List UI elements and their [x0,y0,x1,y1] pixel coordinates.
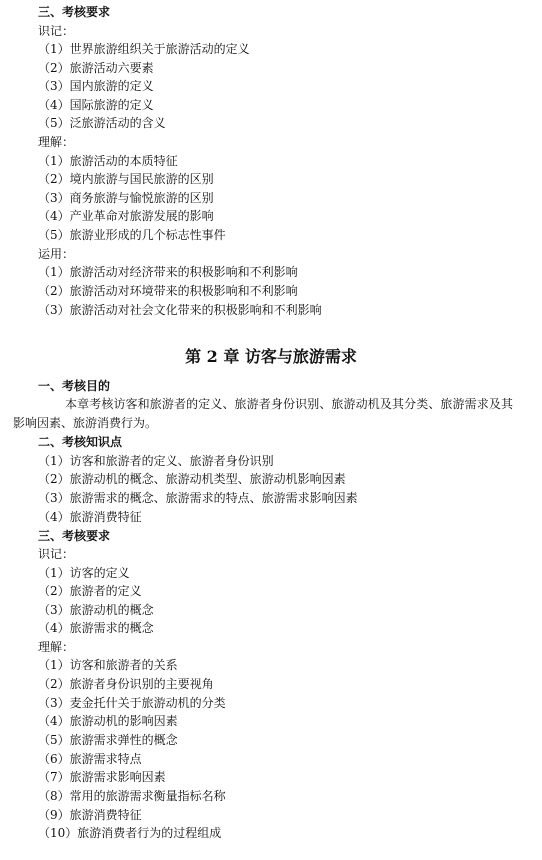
list-item: （1）访客的定义 [38,566,130,580]
label-yunyong: 运用： [38,247,75,261]
list-item: （1）旅游活动的本质特征 [38,154,178,168]
list-item: （3）旅游需求的概念、旅游需求的特点、旅游需求影响因素 [38,491,358,505]
list-item: （4）旅游消费特征 [38,510,142,524]
list-item: （2）境内旅游与国民旅游的区别 [38,172,214,186]
goal-paragraph: 本章考核访客和旅游者的定义、旅游者身份识别、旅游动机及其分类、旅游需求及其影响因素、旅游消费行为。 [13,397,513,430]
list-item: （3）商务旅游与愉悦旅游的区别 [38,191,214,205]
list-item: （3）旅游动机的概念 [38,603,154,617]
list-item: （2）旅游者身份识别的主要视角 [38,677,214,691]
list-item: （3）国内旅游的定义 [38,79,154,93]
list-item: （1）世界旅游组织关于旅游活动的定义 [38,42,250,56]
list-item: （5）泛旅游活动的含义 [38,116,166,130]
list-item: （2）旅游活动六要素 [38,61,154,75]
chapter-title: 第 2 章 访客与旅游需求 [185,347,357,366]
label-lijie: 理解： [38,640,75,654]
list-item: （1）旅游活动对经济带来的积极影响和不利影响 [38,265,298,279]
list-item: （2）旅游动机的概念、旅游动机类型、旅游动机影响因素 [38,472,346,486]
list-item: （4）产业革命对旅游发展的影响 [38,209,214,223]
list-item: （10）旅游消费者行为的过程组成 [38,826,222,840]
section-heading-goal: 一、考核目的 [38,379,111,393]
label-lijie: 理解： [38,135,75,149]
section-heading-knowledge: 二、考核知识点 [38,435,123,449]
list-item: （3）旅游活动对社会文化带来的积极影响和不利影响 [38,303,322,317]
list-item: （2）旅游者的定义 [38,584,142,598]
list-item: （4）国际旅游的定义 [38,98,154,112]
section-heading-requirements: 三、考核要求 [38,529,111,543]
list-item: （5）旅游需求弹性的概念 [38,733,178,747]
list-item: （6）旅游需求特点 [38,752,142,766]
label-shiji: 识记： [38,547,75,561]
list-item: （4）旅游动机的影响因素 [38,714,178,728]
list-item: （9）旅游消费特征 [38,808,142,822]
list-item: （5）旅游业形成的几个标志性事件 [38,228,226,242]
list-item: （1）访客和旅游者的关系 [38,658,178,672]
list-item: （8）常用的旅游需求衡量指标名称 [38,789,226,803]
list-item: （1）访客和旅游者的定义、旅游者身份识别 [38,454,274,468]
list-item: （2）旅游活动对环境带来的积极影响和不利影响 [38,284,298,298]
list-item: （7）旅游需求影响因素 [38,770,166,784]
list-item: （4）旅游需求的概念 [38,621,154,635]
section-heading-requirements: 三、考核要求 [38,5,111,19]
list-item: （3）麦金托什关于旅游动机的分类 [38,696,226,710]
label-shiji: 识记： [38,24,75,38]
